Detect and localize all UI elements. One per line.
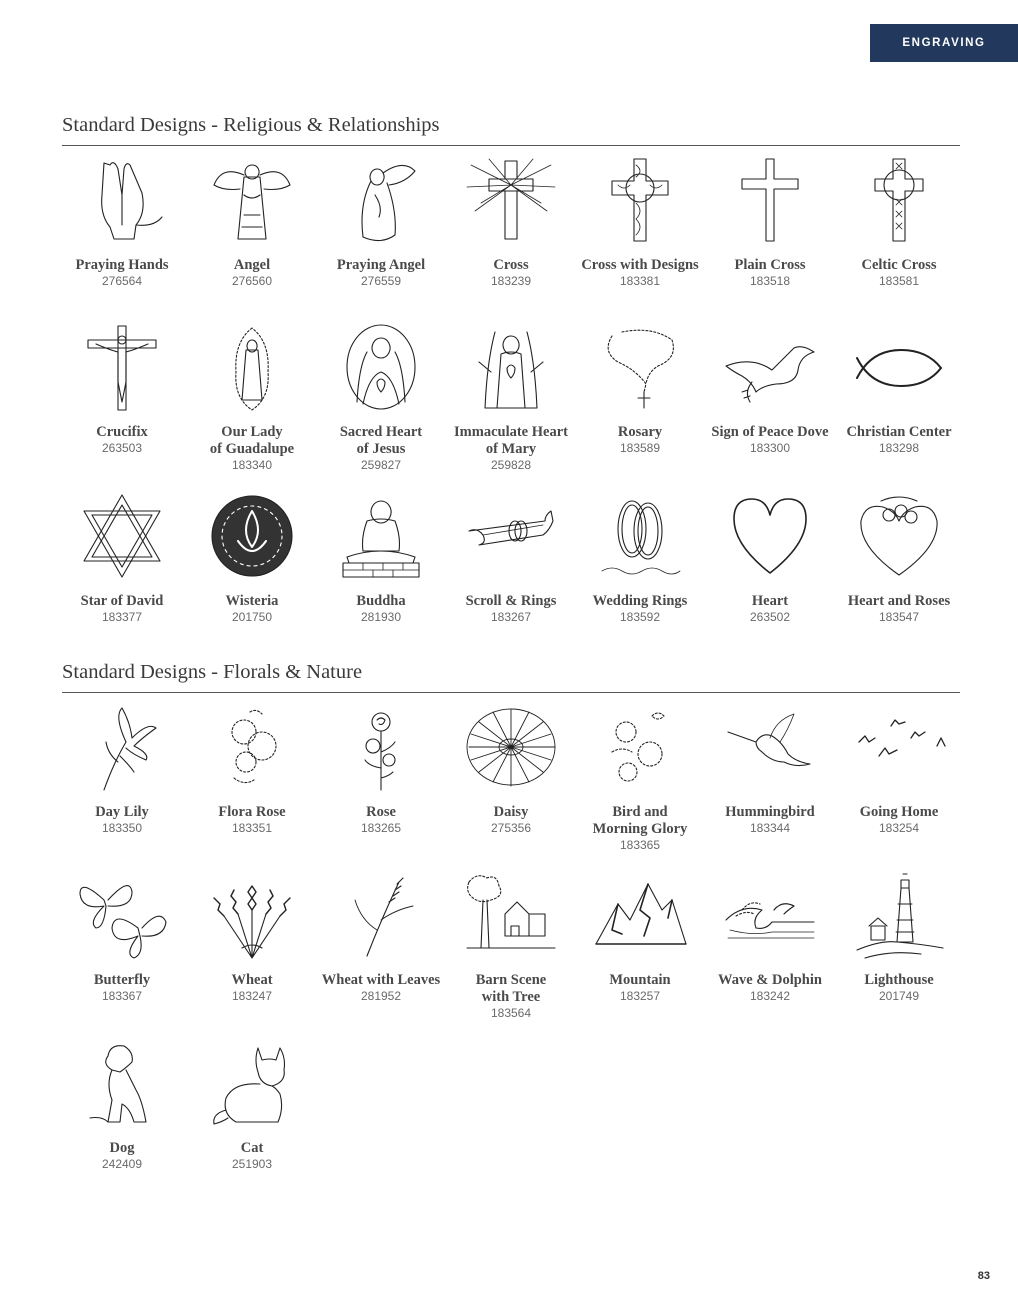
mountain-icon <box>575 870 705 960</box>
design-code: 183564 <box>490 1006 532 1020</box>
design-item-praying-hands <box>57 155 187 289</box>
design-name: Immaculate Heart of Mary <box>454 424 568 457</box>
buddha-icon <box>316 491 446 581</box>
wisteria-icon <box>187 491 317 581</box>
design-item-praying-angel <box>316 155 446 289</box>
design-code: 183254 <box>878 821 920 835</box>
design-item-immaculate-heart-of-mary <box>446 322 576 473</box>
day-lily-icon <box>57 702 187 792</box>
angel-icon <box>187 155 317 245</box>
design-item-celtic-cross <box>834 155 964 289</box>
design-name: Praying Hands <box>75 257 169 273</box>
celtic-cross-icon <box>834 155 964 245</box>
design-name: Plain Cross <box>734 257 806 273</box>
rose-icon <box>316 702 446 792</box>
design-name: Butterfly <box>93 972 151 988</box>
design-name: Sacred Heart of Jesus <box>339 424 423 457</box>
design-code: 275356 <box>490 821 532 835</box>
design-name: Praying Angel <box>336 257 426 273</box>
design-code: 183265 <box>360 821 402 835</box>
design-item-wedding-rings <box>575 491 705 625</box>
crucifix-icon <box>57 322 187 412</box>
design-code: 183267 <box>490 610 532 624</box>
design-name: Wedding Rings <box>592 593 688 609</box>
design-item-buddha <box>316 491 446 625</box>
design-code: 183344 <box>749 821 791 835</box>
barn-scene-icon <box>446 870 576 960</box>
design-name: Wave & Dolphin <box>718 972 822 988</box>
design-item-scroll-and-rings <box>446 491 576 625</box>
design-item-cross <box>446 155 576 289</box>
section-tab-label: ENGRAVING <box>902 37 986 49</box>
design-code: 183257 <box>619 989 661 1003</box>
design-code: 183518 <box>749 274 791 288</box>
wedding-rings-icon <box>575 491 705 581</box>
design-code: 242409 <box>101 1157 143 1171</box>
design-name: Heart and Roses <box>847 593 951 609</box>
lighthouse-icon <box>834 870 964 960</box>
design-code: 183592 <box>619 610 661 624</box>
design-item-cat <box>187 1038 317 1172</box>
section-tab-engraving <box>870 24 1018 62</box>
design-item-christian-fish <box>834 322 964 456</box>
design-name: Barn Scene with Tree <box>475 972 547 1005</box>
design-name: Christian Center <box>846 424 952 440</box>
design-name: Cross with Designs <box>581 257 699 273</box>
design-item-rose <box>316 702 446 836</box>
design-item-angel <box>187 155 317 289</box>
design-code: 201750 <box>231 610 273 624</box>
design-item-bird-and-morning-glory <box>575 702 705 853</box>
heart-and-roses-icon <box>834 491 964 581</box>
design-name: Cat <box>240 1140 264 1156</box>
dog-icon <box>57 1038 187 1128</box>
design-item-heart <box>705 491 835 625</box>
design-code: 183381 <box>619 274 661 288</box>
design-code: 183367 <box>101 989 143 1003</box>
design-name: Heart <box>751 593 789 609</box>
design-code: 183340 <box>231 458 273 472</box>
star-of-david-icon <box>57 491 187 581</box>
design-code: 183377 <box>101 610 143 624</box>
design-item-star-of-david <box>57 491 187 625</box>
rosary-icon <box>575 322 705 412</box>
design-name: Mountain <box>609 972 671 988</box>
design-item-hummingbird <box>705 702 835 836</box>
design-item-cross-with-designs <box>575 155 705 289</box>
praying-angel-icon <box>316 155 446 245</box>
hummingbird-icon <box>705 702 835 792</box>
wheat-icon <box>187 870 317 960</box>
design-name: Lighthouse <box>864 972 934 988</box>
design-code: 183350 <box>101 821 143 835</box>
christian-fish-icon <box>834 322 964 412</box>
design-name: Hummingbird <box>725 804 815 820</box>
design-code: 183242 <box>749 989 791 1003</box>
design-name: Star of David <box>80 593 164 609</box>
design-name: Sign of Peace Dove <box>711 424 829 440</box>
design-name: Celtic Cross <box>861 257 937 273</box>
design-code: 259828 <box>490 458 532 472</box>
design-item-peace-dove <box>705 322 835 456</box>
going-home-birds-icon <box>834 702 964 792</box>
design-item-mountain <box>575 870 705 1004</box>
design-name: Bird and Morning Glory <box>592 804 688 837</box>
design-item-wave-and-dolphin <box>705 870 835 1004</box>
plain-cross-icon <box>705 155 835 245</box>
design-name: Crucifix <box>96 424 148 440</box>
design-item-heart-and-roses <box>834 491 964 625</box>
page-number: 83 <box>977 1270 990 1282</box>
design-code: 183300 <box>749 441 791 455</box>
design-code: 183581 <box>878 274 920 288</box>
cross-icon <box>446 155 576 245</box>
design-code: 183247 <box>231 989 273 1003</box>
immaculate-heart-of-mary-icon <box>446 322 576 412</box>
design-item-rosary <box>575 322 705 456</box>
sacred-heart-of-jesus-icon <box>316 322 446 412</box>
design-item-sacred-heart-of-jesus <box>316 322 446 473</box>
design-code: 259827 <box>360 458 402 472</box>
design-code: 276564 <box>101 274 143 288</box>
design-item-wheat <box>187 870 317 1004</box>
design-code: 276559 <box>360 274 402 288</box>
design-item-barn-scene <box>446 870 576 1021</box>
design-item-butterfly <box>57 870 187 1004</box>
design-name: Wisteria <box>225 593 279 609</box>
design-code: 281930 <box>360 610 402 624</box>
design-name: Day Lily <box>95 804 149 820</box>
wheat-with-leaves-icon <box>316 870 446 960</box>
design-name: Wheat with Leaves <box>321 972 441 988</box>
praying-hands-icon <box>57 155 187 245</box>
daisy-icon <box>446 702 576 792</box>
butterfly-icon <box>57 870 187 960</box>
bird-and-morning-glory-icon <box>575 702 705 792</box>
design-code: 183589 <box>619 441 661 455</box>
design-item-wheat-with-leaves <box>316 870 446 1004</box>
design-item-wisteria <box>187 491 317 625</box>
design-name: Cross <box>493 257 529 273</box>
design-name: Going Home <box>859 804 939 820</box>
section-title-religious: Standard Designs - Religious & Relationships <box>62 114 960 146</box>
design-code: 183298 <box>878 441 920 455</box>
design-code: 251903 <box>231 1157 273 1171</box>
design-name: Flora Rose <box>218 804 286 820</box>
design-item-crucifix <box>57 322 187 456</box>
section-title-florals: Standard Designs - Florals & Nature <box>62 661 960 693</box>
design-item-our-lady-of-guadalupe <box>187 322 317 473</box>
design-code: 201749 <box>878 989 920 1003</box>
design-item-day-lily <box>57 702 187 836</box>
wave-and-dolphin-icon <box>705 870 835 960</box>
design-code: 281952 <box>360 989 402 1003</box>
design-code: 183365 <box>619 838 661 852</box>
design-item-plain-cross <box>705 155 835 289</box>
design-item-lighthouse <box>834 870 964 1004</box>
design-code: 263502 <box>749 610 791 624</box>
design-item-going-home-birds <box>834 702 964 836</box>
peace-dove-icon <box>705 322 835 412</box>
flora-rose-icon <box>187 702 317 792</box>
design-name: Buddha <box>356 593 406 609</box>
design-code: 263503 <box>101 441 143 455</box>
design-name: Dog <box>109 1140 135 1156</box>
design-item-daisy <box>446 702 576 836</box>
design-item-flora-rose <box>187 702 317 836</box>
design-code: 276560 <box>231 274 273 288</box>
design-name: Rose <box>366 804 396 820</box>
design-name: Our Lady of Guadalupe <box>209 424 295 457</box>
our-lady-of-guadalupe-icon <box>187 322 317 412</box>
design-name: Daisy <box>493 804 529 820</box>
design-name: Wheat <box>231 972 273 988</box>
scroll-and-rings-icon <box>446 491 576 581</box>
design-name: Rosary <box>617 424 663 440</box>
design-item-dog <box>57 1038 187 1172</box>
cat-icon <box>187 1038 317 1128</box>
cross-with-designs-icon <box>575 155 705 245</box>
design-name: Scroll & Rings <box>465 593 557 609</box>
design-code: 183547 <box>878 610 920 624</box>
design-code: 183239 <box>490 274 532 288</box>
design-code: 183351 <box>231 821 273 835</box>
heart-icon <box>705 491 835 581</box>
design-name: Angel <box>233 257 271 273</box>
